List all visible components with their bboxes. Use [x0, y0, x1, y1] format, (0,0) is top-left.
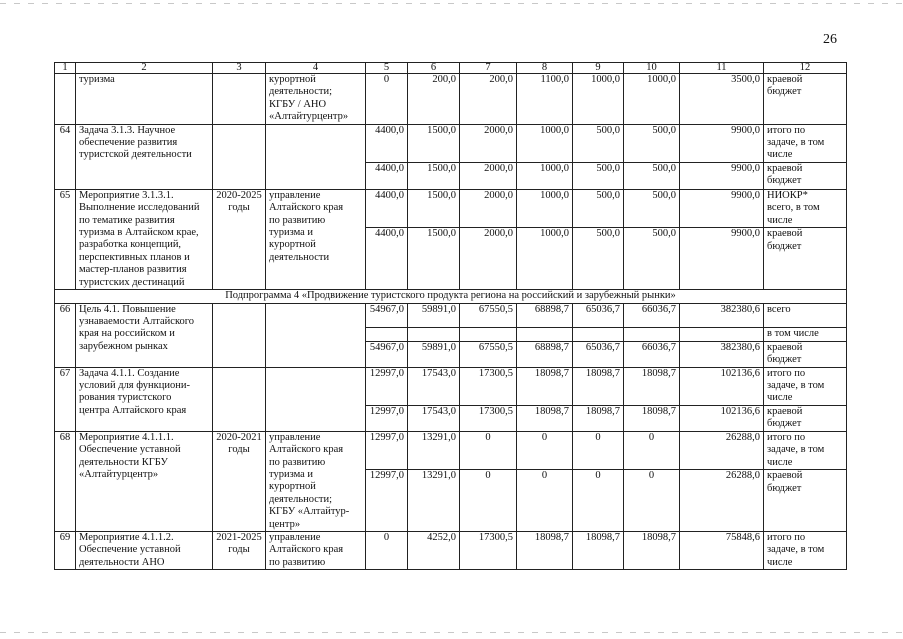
value-cell: 18098,7: [517, 405, 573, 431]
funding-source: итого по задаче, в том числе: [764, 431, 847, 470]
funding-source: краевой бюджет: [764, 162, 847, 189]
value-cell: 59891,0: [408, 341, 460, 367]
value-cell: 0: [624, 470, 680, 532]
value-cell: 12997,0: [366, 431, 408, 470]
value-cell: 75848,6: [680, 531, 764, 569]
value-cell: 200,0: [460, 74, 517, 125]
value-cell: 13291,0: [408, 470, 460, 532]
value-cell: 1500,0: [408, 162, 460, 189]
value-cell: 382380,6: [680, 341, 764, 367]
scan-edge-top: [0, 3, 903, 4]
value-cell: 26288,0: [680, 431, 764, 470]
table-row: [55, 367, 847, 405]
col-header-4: 4: [266, 63, 366, 74]
table-row: [55, 431, 847, 470]
value-cell: 67550,5: [460, 303, 517, 327]
row-executor: управление Алтайского края по развитию: [266, 531, 366, 569]
col-header-10: 10: [624, 63, 680, 74]
value-cell: 9900,0: [680, 162, 764, 189]
value-cell: 1000,0: [517, 124, 573, 162]
value-cell: 12997,0: [366, 405, 408, 431]
row-number: 64: [55, 124, 76, 189]
column-number-row: [55, 63, 847, 74]
value-cell: 2000,0: [460, 228, 517, 290]
value-cell: 4400,0: [366, 162, 408, 189]
col-header-12: 12: [764, 63, 847, 74]
table-row: [55, 74, 847, 125]
value-cell: 2000,0: [460, 162, 517, 189]
value-cell: 102136,6: [680, 405, 764, 431]
value-cell: 500,0: [624, 189, 680, 228]
col-header-11: 11: [680, 63, 764, 74]
row-name: Цель 4.1. Повышение узнаваемости Алтайского края на российском и зарубежном рынках: [76, 303, 213, 367]
value-cell: 0: [460, 470, 517, 532]
row-name: Мероприятие 3.1.3.1. Выполнение исследований по тематике развития туризма в Алтайском крае, разработка концепций, перспективных планов и мастер-планов развития туристских дестинаций: [76, 189, 213, 289]
table-row: [55, 124, 847, 162]
value-cell: 500,0: [624, 124, 680, 162]
row-period: 2020-2025 годы: [213, 189, 266, 289]
value-cell: 1500,0: [408, 189, 460, 228]
value-cell: 26288,0: [680, 470, 764, 532]
funding-source: краевой бюджет: [764, 341, 847, 367]
funding-source: краевой бюджет: [764, 470, 847, 532]
col-header-5: 5: [366, 63, 408, 74]
value-cell: 500,0: [573, 228, 624, 290]
value-cell: 0: [460, 431, 517, 470]
page-number: 26: [823, 32, 837, 47]
funding-source: всего: [764, 303, 847, 327]
value-cell: 9900,0: [680, 189, 764, 228]
col-header-2: 2: [76, 63, 213, 74]
col-header-1: 1: [55, 63, 76, 74]
table-row: [55, 303, 847, 327]
funding-source: итого по задаче, в том числе: [764, 124, 847, 162]
value-cell: 13291,0: [408, 431, 460, 470]
value-cell: 9900,0: [680, 124, 764, 162]
value-cell: 500,0: [573, 189, 624, 228]
value-cell: 0: [366, 74, 408, 125]
value-cell: 9900,0: [680, 228, 764, 290]
value-cell: 18098,7: [573, 531, 624, 569]
value-cell: 0: [517, 431, 573, 470]
value-cell: 18098,7: [517, 531, 573, 569]
value-cell: 12997,0: [366, 367, 408, 405]
row-executor: курортной деятельности; КГБУ / АНО «Алтайтурцентр»: [266, 74, 366, 125]
col-header-8: 8: [517, 63, 573, 74]
funding-source: в том числе: [764, 327, 847, 341]
value-cell: 2000,0: [460, 124, 517, 162]
row-name: Мероприятие 4.1.1.2. Обеспечение уставной деятельности АНО: [76, 531, 213, 569]
row-name: Задача 4.1.1. Создание условий для функциони- рования туристского центра Алтайского края: [76, 367, 213, 431]
col-header-3: 3: [213, 63, 266, 74]
row-name: Задача 3.1.3. Научное обеспечение развития туристской деятельности: [76, 124, 213, 189]
value-cell: 18098,7: [573, 405, 624, 431]
value-cell: 65036,7: [573, 341, 624, 367]
row-number: 68: [55, 431, 76, 531]
value-cell: 54967,0: [366, 341, 408, 367]
row-number: 69: [55, 531, 76, 569]
value-cell: 1100,0: [517, 74, 573, 125]
budget-table: [54, 62, 847, 570]
scan-edge-bottom: [0, 632, 903, 633]
value-cell: 59891,0: [408, 303, 460, 327]
row-period: 2020-2021 годы: [213, 431, 266, 531]
funding-source: краевой бюджет: [764, 74, 847, 125]
value-cell: 1000,0: [517, 228, 573, 290]
value-cell: 68898,7: [517, 303, 573, 327]
col-header-6: 6: [408, 63, 460, 74]
value-cell: 54967,0: [366, 303, 408, 327]
row-name: Мероприятие 4.1.1.1. Обеспечение уставной деятельности КГБУ «Алтайтурцентр»: [76, 431, 213, 531]
subprogram-title: Подпрограмма 4 «Продвижение туристского продукта региона на российский и зарубежный рынки»: [55, 290, 847, 303]
table-row: [55, 531, 847, 569]
value-cell: 4400,0: [366, 124, 408, 162]
value-cell: 65036,7: [573, 303, 624, 327]
value-cell: 102136,6: [680, 367, 764, 405]
value-cell: 1500,0: [408, 228, 460, 290]
value-cell: 1000,0: [517, 189, 573, 228]
value-cell: 4252,0: [408, 531, 460, 569]
value-cell: 500,0: [624, 162, 680, 189]
value-cell: 66036,7: [624, 341, 680, 367]
value-cell: 18098,7: [624, 367, 680, 405]
row-number: 65: [55, 189, 76, 289]
value-cell: 200,0: [408, 74, 460, 125]
value-cell: 500,0: [573, 162, 624, 189]
value-cell: 66036,7: [624, 303, 680, 327]
row-executor: управление Алтайского края по развитию туризма и курортной деятельности; КГБУ «Алтайтур- центр»: [266, 431, 366, 531]
value-cell: 12997,0: [366, 470, 408, 532]
value-cell: 0: [573, 470, 624, 532]
value-cell: 1000,0: [517, 162, 573, 189]
value-cell: 17300,5: [460, 531, 517, 569]
row-number: 67: [55, 367, 76, 431]
col-header-7: 7: [460, 63, 517, 74]
value-cell: 382380,6: [680, 303, 764, 327]
table-row: [55, 189, 847, 228]
value-cell: 18098,7: [624, 405, 680, 431]
value-cell: 17300,5: [460, 405, 517, 431]
funding-source: краевой бюджет: [764, 405, 847, 431]
value-cell: 1000,0: [624, 74, 680, 125]
value-cell: 18098,7: [517, 367, 573, 405]
value-cell: 0: [366, 531, 408, 569]
value-cell: 18098,7: [573, 367, 624, 405]
value-cell: 17543,0: [408, 367, 460, 405]
funding-source: НИОКР* всего, в том числе: [764, 189, 847, 228]
row-number: 66: [55, 303, 76, 367]
value-cell: 18098,7: [624, 531, 680, 569]
value-cell: 17300,5: [460, 367, 517, 405]
value-cell: 500,0: [573, 124, 624, 162]
value-cell: 0: [624, 431, 680, 470]
col-header-9: 9: [573, 63, 624, 74]
value-cell: 4400,0: [366, 228, 408, 290]
value-cell: 4400,0: [366, 189, 408, 228]
funding-source: итого по задаче, в том числе: [764, 531, 847, 569]
row-executor: управление Алтайского края по развитию туризма и курортной деятельности: [266, 189, 366, 289]
value-cell: 0: [517, 470, 573, 532]
value-cell: 17543,0: [408, 405, 460, 431]
subprogram-row: [55, 290, 847, 303]
funding-source: итого по задаче, в том числе: [764, 367, 847, 405]
value-cell: 3500,0: [680, 74, 764, 125]
value-cell: 2000,0: [460, 189, 517, 228]
value-cell: 1500,0: [408, 124, 460, 162]
value-cell: 500,0: [624, 228, 680, 290]
funding-source: краевой бюджет: [764, 228, 847, 290]
row-name: туризма: [76, 74, 213, 125]
value-cell: 67550,5: [460, 341, 517, 367]
value-cell: 1000,0: [573, 74, 624, 125]
value-cell: 68898,7: [517, 341, 573, 367]
value-cell: 0: [573, 431, 624, 470]
row-period: 2021-2025 годы: [213, 531, 266, 569]
